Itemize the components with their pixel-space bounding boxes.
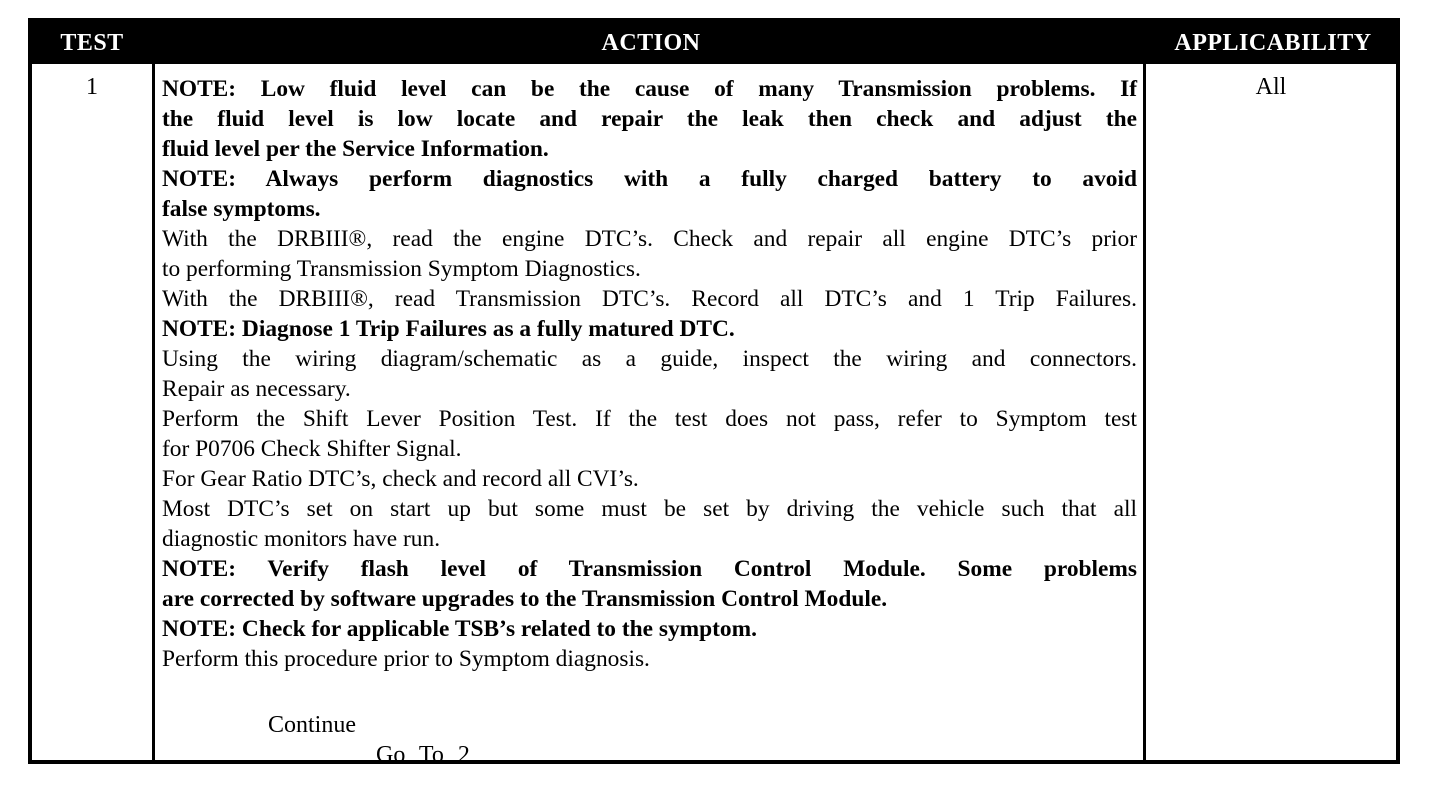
action-line: For Gear Ratio DTC’s, check and record all CVI’s. <box>162 466 639 492</box>
continue-label: Continue <box>268 712 356 738</box>
action-line: Perform this procedure prior to Symptom diagnosis. <box>162 646 650 672</box>
action-line: NOTE: Always perform diagnostics with a fully charged battery to avoid <box>162 166 1137 192</box>
action-line: false symptoms. <box>162 196 321 222</box>
action-line: fluid level per the Service Information. <box>162 136 549 162</box>
header-applicability: APPLICABILITY <box>1174 30 1372 56</box>
action-line: Perform the Shift Lever Position Test. If the test does not pass, refer to Symptom test <box>162 406 1137 432</box>
action-line: are corrected by software upgrades to the Transmission Control Module. <box>162 586 888 612</box>
header-test: TEST <box>60 30 124 56</box>
header-action: ACTION <box>601 30 701 56</box>
action-line: With the DRBIII®, read Transmission DTC’s. Record all DTC’s and 1 Trip Failures. <box>162 286 1137 312</box>
column-divider <box>152 64 155 760</box>
goto-target: 2 <box>457 742 470 768</box>
goto-instruction <box>376 740 470 770</box>
action-line: Repair as necessary. <box>162 376 351 402</box>
action-line: NOTE: Diagnose 1 Trip Failures as a fully matured DTC. <box>162 316 735 342</box>
diagnostic-table <box>28 18 1400 768</box>
action-line: NOTE: Verify flash level of Transmission Control Module. Some problems <box>162 556 1137 582</box>
action-line: for P0706 Check Shifter Signal. <box>162 436 462 462</box>
action-line: diagnostic monitors have run. <box>162 526 441 552</box>
action-line: With the DRBIII®, read the engine DTC’s. Check and repair all engine DTC’s prior <box>162 226 1137 252</box>
action-line: Using the wiring diagram/schematic as a guide, inspect the wiring and connectors. <box>162 346 1137 372</box>
column-divider <box>1143 64 1146 760</box>
table-header <box>32 22 1396 64</box>
action-line: Most DTC’s set on start up but some must be set by driving the vehicle such that all <box>162 496 1137 522</box>
action-line: NOTE: Check for applicable TSB’s related to the symptom. <box>162 616 757 642</box>
action-line: NOTE: Low fluid level can be the cause of many Transmission problems. If <box>162 76 1137 102</box>
test-number: 1 <box>86 74 98 100</box>
action-line: to performing Transmission Symptom Diagnostics. <box>162 256 641 282</box>
action-line: the fluid level is low locate and repair the leak then check and adjust the <box>162 106 1137 132</box>
applicability-value: All <box>1255 74 1287 100</box>
action-cell <box>162 74 1137 674</box>
goto-label: Go To <box>376 742 444 768</box>
